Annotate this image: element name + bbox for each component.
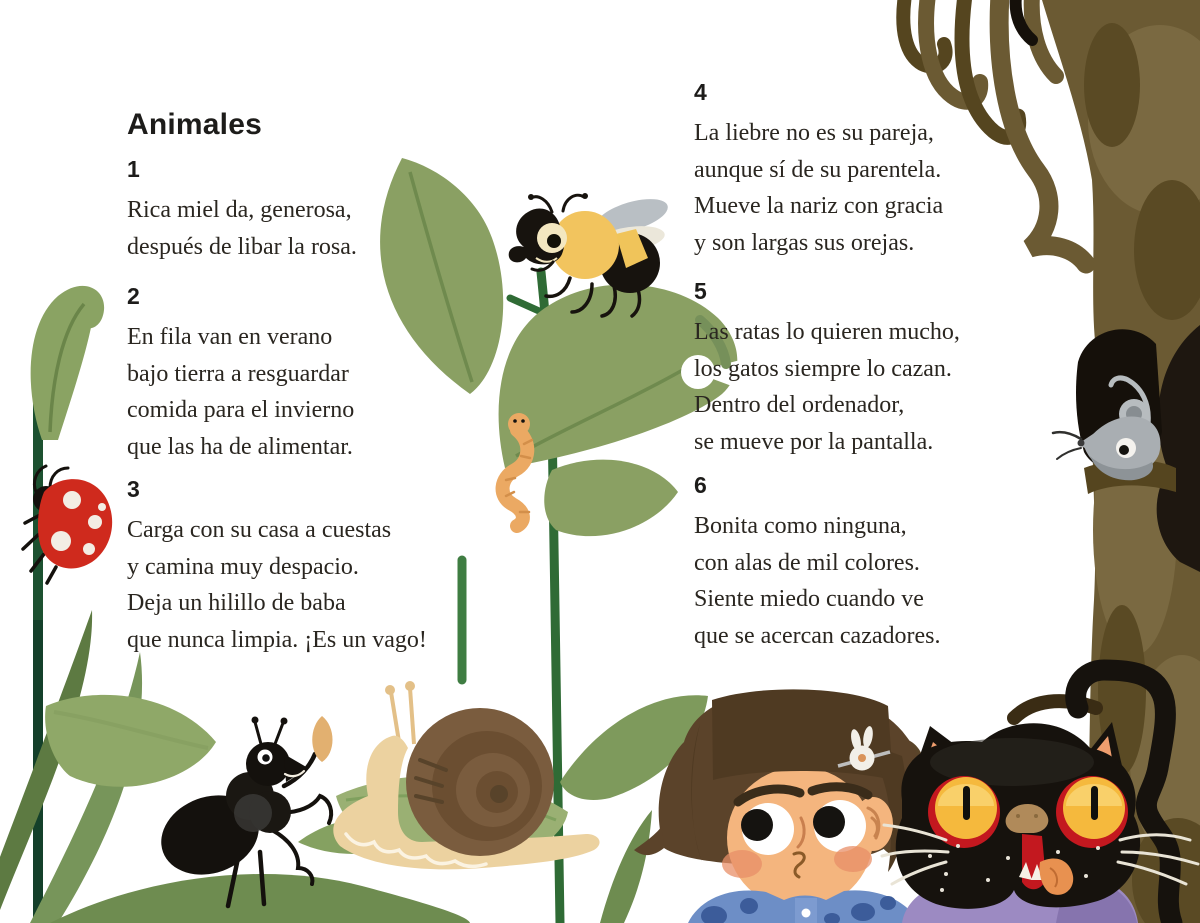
riddle-line: con alas de mil colores. bbox=[694, 549, 920, 576]
page-title: Animales bbox=[127, 108, 262, 142]
riddle-line: comida para el invierno bbox=[127, 397, 355, 423]
riddle-line: después de libar la rosa. bbox=[127, 233, 357, 260]
riddle-number: 3 bbox=[127, 476, 140, 502]
riddle-5 bbox=[694, 278, 960, 460]
riddle-line: En fila van en verano bbox=[127, 324, 333, 350]
riddle-line: los gatos siempre lo cazan. bbox=[694, 355, 952, 382]
riddle-line: Deja un hilillo de baba bbox=[127, 590, 346, 616]
riddle-line: se mueve por la pantalla. bbox=[694, 428, 934, 455]
riddle-3 bbox=[127, 476, 427, 658]
riddle-number: 5 bbox=[694, 278, 707, 304]
riddle-6 bbox=[694, 472, 941, 654]
riddle-line: Bonita como ninguna, bbox=[694, 513, 907, 539]
riddle-line: bajo tierra a resguardar bbox=[127, 360, 349, 387]
riddle-line: La liebre no es su pareja, bbox=[694, 120, 934, 146]
riddle-number: 1 bbox=[127, 156, 140, 182]
riddle-line: Mueve la nariz con gracia bbox=[694, 193, 944, 219]
riddle-line: Siente miedo cuando ve bbox=[694, 586, 924, 612]
riddle-4 bbox=[694, 79, 943, 261]
riddle-line: Dentro del ordenador, bbox=[694, 392, 905, 418]
riddle-line: que las ha de alimentar. bbox=[127, 433, 353, 460]
riddle-line: que se acercan cazadores. bbox=[694, 622, 941, 649]
riddle-line: y son largas sus orejas. bbox=[694, 229, 915, 256]
riddle-line: Las ratas lo quieren mucho, bbox=[694, 319, 960, 345]
riddle-line: Carga con su casa a cuestas bbox=[127, 517, 392, 543]
riddle-number: 4 bbox=[694, 79, 707, 105]
riddle-2 bbox=[127, 283, 354, 465]
riddle-1 bbox=[127, 156, 357, 265]
riddle-number: 2 bbox=[127, 283, 140, 309]
riddle-line: aunque sí de su parentela. bbox=[694, 156, 942, 183]
riddle-number: 6 bbox=[694, 472, 707, 498]
riddle-line: que nunca limpia. ¡Es un vago! bbox=[127, 626, 427, 653]
riddle-line: y camina muy despacio. bbox=[127, 553, 359, 580]
riddle-line: Rica miel da, generosa, bbox=[127, 197, 352, 223]
